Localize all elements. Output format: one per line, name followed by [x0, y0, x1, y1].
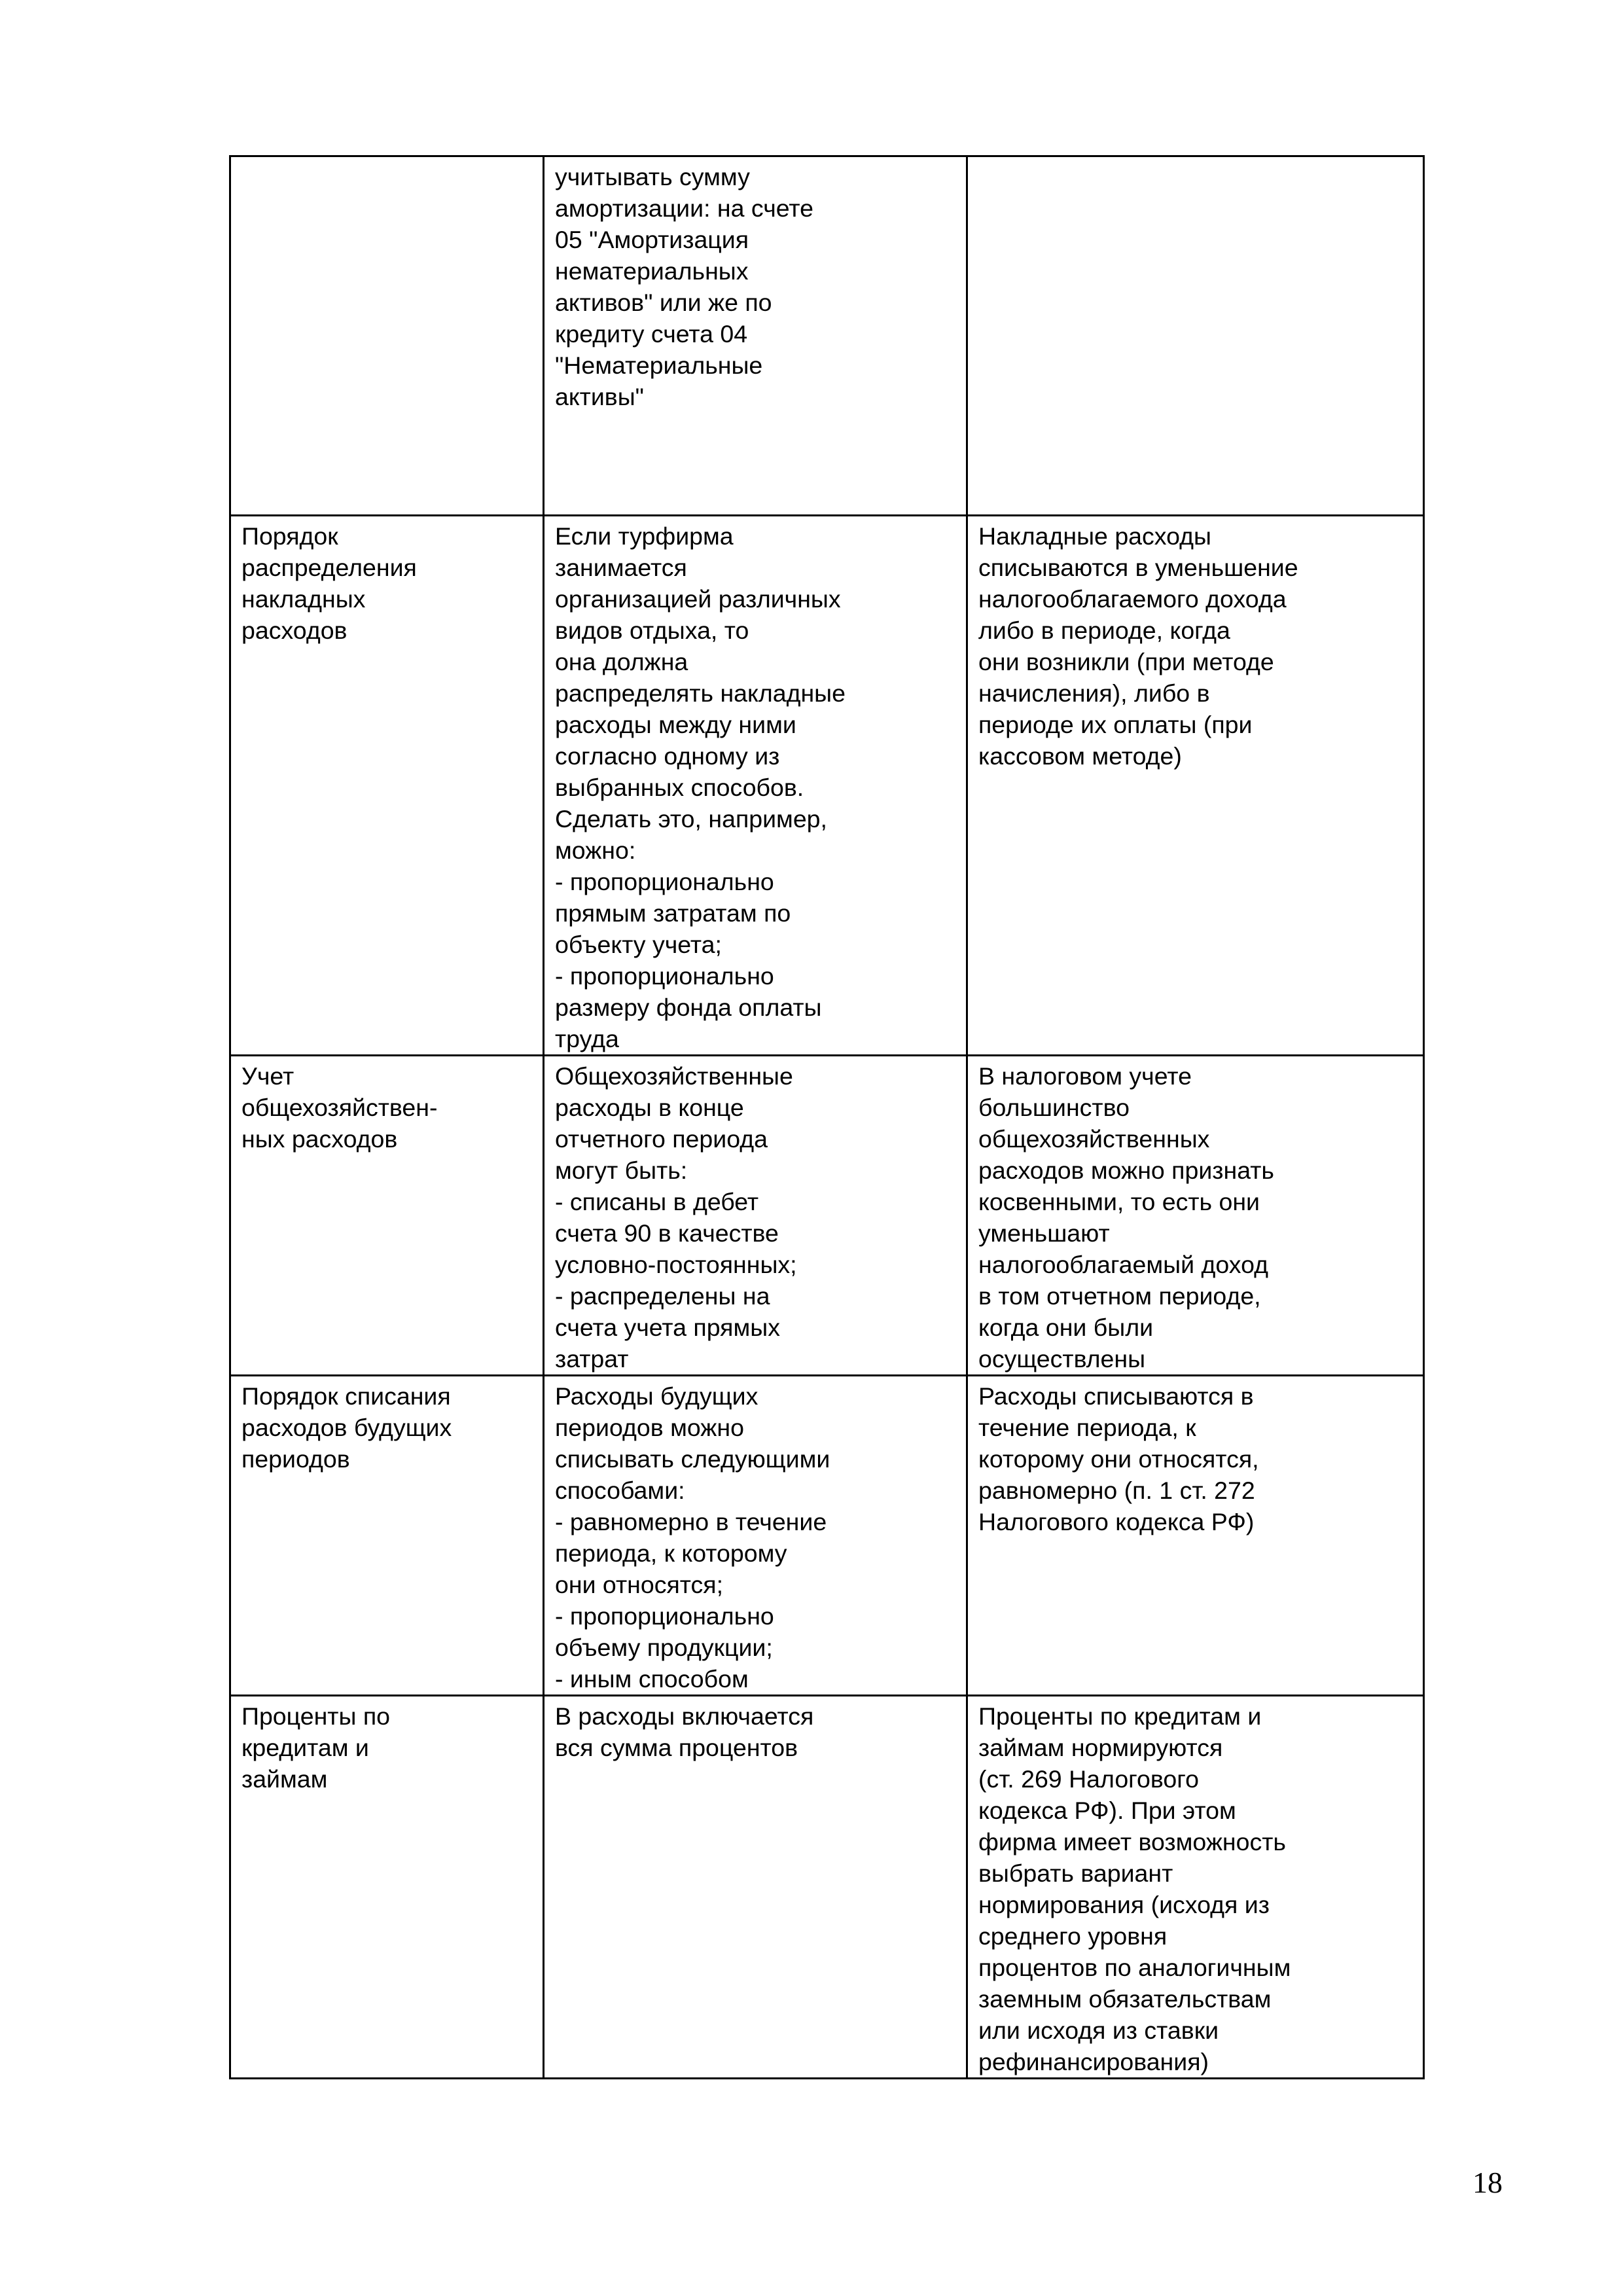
table-cell-tax: Накладные расходы списываются в уменьшение налогооблагаемого дохода либо в периоде, когда они возникли (при методе начисления), либо в периоде их оплаты (при кассовом методе)	[967, 516, 1424, 1056]
table-cell-topic: Порядок распределения накладных расходов	[230, 516, 544, 1056]
table-cell-tax: В налоговом учете большинство общехозяйственных расходов можно признать косвенными, то есть они уменьшают налогооблагаемый доход в том отчетном периоде, когда они были осуществлены	[967, 1056, 1424, 1376]
page-number: 18	[1472, 2166, 1503, 2199]
table-cell-topic: Учет общехозяйствен- ных расходов	[230, 1056, 544, 1376]
table-row	[230, 1696, 1424, 2079]
table-cell-accounting: В расходы включается вся сумма процентов	[544, 1696, 967, 2079]
table-row	[230, 1056, 1424, 1376]
table-cell-accounting: Если турфирма занимается организацией различных видов отдыха, то она должна распределять накладные расходы между ними согласно одному из выбранных способов. Сделать это, например, можно: - пропорционально прямым затратам по объекту учета; - пропорционально размеру фонда оплаты труда	[544, 516, 967, 1056]
table-cell-topic: Порядок списания расходов будущих периодов	[230, 1376, 544, 1696]
table-row	[230, 156, 1424, 516]
table-cell-topic	[230, 156, 544, 516]
table-row	[230, 1376, 1424, 1696]
table-cell-topic: Проценты по кредитам и займам	[230, 1696, 544, 2079]
table-cell-tax: Расходы списываются в течение периода, к которому они относятся, равномерно (п. 1 ст. 272 Налогового кодекса РФ)	[967, 1376, 1424, 1696]
table-cell-accounting: Расходы будущих периодов можно списывать следующими способами: - равномерно в течение периода, к которому они относятся; - пропорционально объему продукции; - иным способом	[544, 1376, 967, 1696]
table-cell-tax: Проценты по кредитам и займам нормируются (ст. 269 Налогового кодекса РФ). При этом фирма имеет возможность выбрать вариант нормирования (исходя из среднего уровня процентов по аналогичным заемным обязательствам или исходя из ставки рефинансирования)	[967, 1696, 1424, 2079]
comparison-table	[229, 155, 1425, 2079]
table-cell-accounting: учитывать сумму амортизации: на счете 05 "Амортизация нематериальных активов" или же по кредиту счета 04 "Нематериальные активы"	[544, 156, 967, 516]
table-row	[230, 516, 1424, 1056]
table-cell-tax	[967, 156, 1424, 516]
table-cell-accounting: Общехозяйственные расходы в конце отчетного периода могут быть: - списаны в дебет счета 90 в качестве условно-постоянных; - распределены на счета учета прямых затрат	[544, 1056, 967, 1376]
